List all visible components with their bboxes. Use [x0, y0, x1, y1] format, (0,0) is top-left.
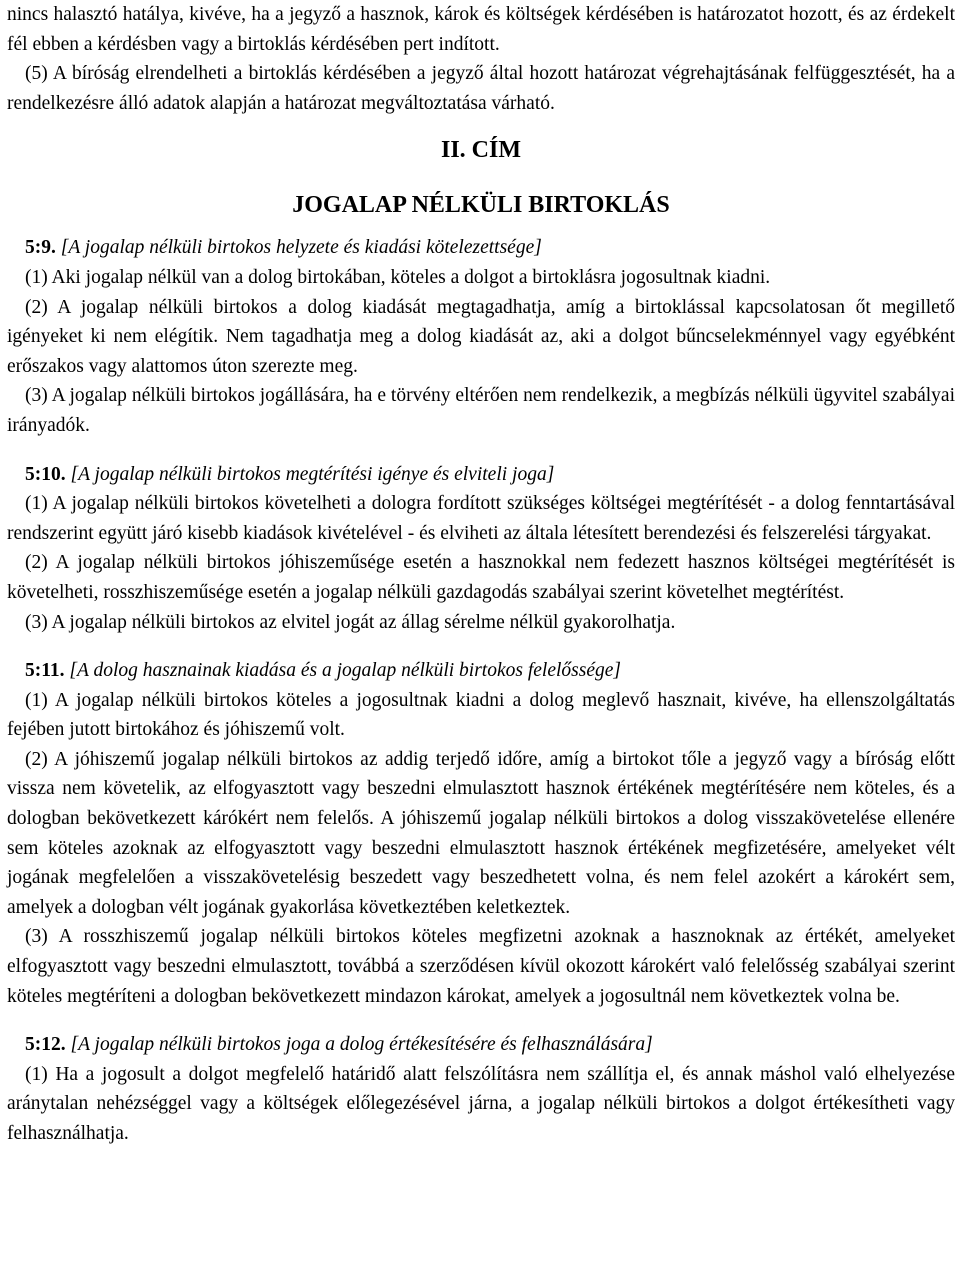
section-paragraph: (1) A jogalap nélküli birtokos követelheti a dologra fordított szükséges költségei megtérítését - a dolog fenntartásával rendszerint együtt járó kisebb kiadások kivételével - és elviheti az általa létesített berendezési és felszerelési tárgyakat. [7, 493, 955, 544]
section-heading-5-11 [7, 656, 955, 686]
section-title: [A dolog hasznainak kiadása és a jogalap nélküli birtokos felelőssége] [69, 660, 621, 682]
section-paragraph: (3) A rosszhiszemű jogalap nélküli birtokos köteles megfizetni azoknak a hasznoknak az értékét, amelyeket elfogyasztott vagy beszedni elmulasztott, továbbá a szerződésen kívül okozott károkért való felelősség szabályai szerint köteles megtéríteni a dologban bekövetkezett mindazon károkat, amelyek a jogosultnál nem következtek volna be. [7, 926, 955, 1007]
section-number: 5:10. [25, 463, 66, 485]
section-number: 5:12. [25, 1034, 66, 1056]
document-page [7, 0, 955, 1149]
section-paragraph: (2) A jogalap nélküli birtokos a dolog kiadását megtagadhatja, amíg a birtoklással kapcsolatosan őt megillető igényeket ki nem elégítik. Nem tagadhatja meg a dolog kiadását az, aki a dolgot bűncselekménnyel vagy egyébként erőszakos vagy alattomos úton szerezte meg. [7, 296, 955, 377]
section-heading-5-10 [7, 460, 955, 490]
intro-paragraph-1: nincs halasztó hatálya, kivéve, ha a jegyző a hasznok, károk és költségek kérdésében is határozatot hozott, és az érdekelt fél ebben a kérdésben vagy a birtoklás kérdésében pert indított. [7, 4, 955, 55]
section-paragraph: (3) A jogalap nélküli birtokos jogállására, ha e törvény eltérően nem rendelkezik, a megbízás nélküli ügyvitel szabályai irányadók. [7, 385, 955, 436]
section-paragraph: (2) A jóhiszemű jogalap nélküli birtokos az addig terjedő időre, amíg a birtokot tőle a jegyző vagy a bíróság előtt vissza nem követelik, az elfogyasztott vagy beszedni elmulasztott hasznok értékének megtérítésére nem köteles, és a dologban bekövetkezett kárókért nem felelős. A jóhiszemű jogalap nélküli birtokos a dolog visszakövetelése ellenére sem köteles azoknak az elfogyasztott vagy beszedni elmulasztott hasznok értékének megfizetésére, amelyeket vélt jogának megfelelően a visszakövetelésig beszedett vagy beszedhetett volna, és nem felel azokért a károkért sem, amelyek a dologban vélt jogának gyakorlása következtében keletkeztek. [7, 748, 955, 918]
section-heading-5-9 [7, 233, 955, 263]
intro-paragraph-2: (5) A bíróság elrendelheti a birtoklás kérdésében a jegyző által hozott határozat végrehajtásának felfüggesztését, ha a rendelkezésre álló adatok alapján a határozat megváltoztatása várható. [7, 63, 955, 114]
section-paragraph: (1) Ha a jogosult a dolgot megfelelő határidő alatt felszólításra nem szállítja el, és annak máshol való elhelyezése aránytalan nehézséggel vagy a költségek előlegezésével járna, a jogalap nélküli birtokos a dolgot értékesítheti vagy felhasználhatja. [7, 1063, 955, 1144]
title-name: JOGALAP NÉLKÜLI BIRTOKLÁS [292, 192, 670, 219]
section-heading-5-12 [7, 1030, 955, 1060]
section-title: [A jogalap nélküli birtokos joga a dolog értékesítésére és felhasználására] [70, 1034, 653, 1056]
section-title: [A jogalap nélküli birtokos megtérítési igénye és elviteli joga] [70, 463, 555, 485]
section-paragraph: (1) Aki jogalap nélkül van a dolog birtokában, köteles a dolgot a birtoklásra jogosultnak kiadni. [25, 266, 771, 288]
section-title: [A jogalap nélküli birtokos helyzete és kiadási kötelezettsége] [60, 237, 542, 259]
section-paragraph: (2) A jogalap nélküli birtokos jóhiszeműsége esetén a hasznokkal nem fedezett hasznos költségei megtérítését is követelheti, rosszhiszeműsége esetén a jogalap nélküli gazdagodás szabályai szerint követelhet megtérítést. [7, 552, 955, 603]
section-paragraph: (3) A jogalap nélküli birtokos az elvitel jogát az állag sérelme nélkül gyakorolhatja. [25, 611, 676, 633]
title-cim: II. CÍM [440, 137, 521, 164]
section-number: 5:11. [25, 660, 65, 682]
section-paragraph: (1) A jogalap nélküli birtokos köteles a jogosultnak kiadni a dolog meglevő hasznait, kivéve, ha ellenszolgáltatás fejében jutott birtokához és jóhiszemű volt. [7, 689, 955, 741]
section-number: 5:9. [25, 237, 56, 259]
